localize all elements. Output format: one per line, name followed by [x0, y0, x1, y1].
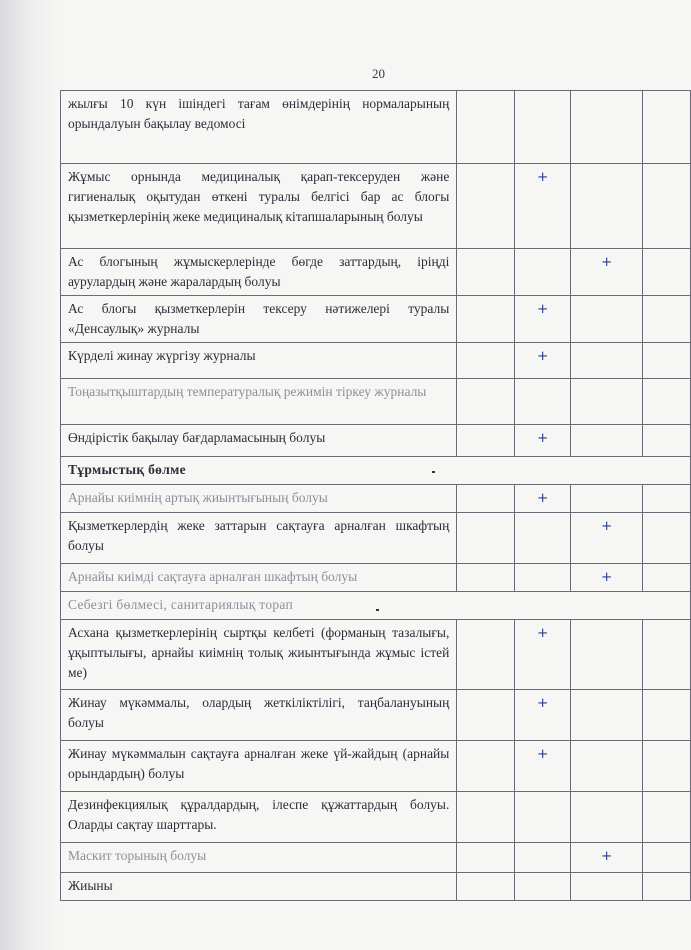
empty-cell — [643, 843, 691, 873]
empty-cell — [457, 792, 515, 843]
table-row — [61, 379, 691, 425]
section-row — [61, 592, 691, 620]
mark-cell: + — [515, 343, 571, 379]
mark-cell — [515, 564, 571, 592]
table-row — [61, 690, 691, 741]
section-row — [61, 457, 691, 485]
empty-cell — [457, 425, 515, 457]
scan-shadow — [0, 0, 58, 950]
criterion-text: Қызметкерлердің жеке заттарын сақтауға арналған шкафтың болуы — [61, 513, 457, 564]
empty-cell — [643, 690, 691, 741]
empty-cell — [457, 620, 515, 690]
criterion-text: жылғы 10 күн ішіндегі тағам өнімдерінің нормаларының орындалуын бақылау ведомосі — [61, 91, 457, 164]
mark-cell — [571, 792, 643, 843]
section-heading: Тұрмыстық бөлме — [61, 457, 691, 485]
empty-cell — [643, 513, 691, 564]
mark-cell — [515, 513, 571, 564]
criterion-text: Дезинфекциялық құралдардың, ілеспе құжаттардың болуы. Оларды сақтау шарттары. — [61, 792, 457, 843]
criterion-text: Асхана қызметкерлерінің сыртқы келбеті (форманың тазалығы, ұқыптылығы, арнайы киімнің толық жиынтығында жұмыс істей ме) — [61, 620, 457, 690]
table-row — [61, 873, 691, 901]
page-number: 20 — [372, 66, 385, 81]
criterion-text: Тоңазытқыштардың температуралық режимін тіркеу журналы — [61, 379, 457, 425]
mark-cell — [515, 873, 571, 901]
mark-cell: + — [515, 296, 571, 343]
mark-cell — [571, 873, 643, 901]
criterion-text: Ас блогының жұмыскерлерінде бөгде заттардың, іріңді аурулардың және жаралардың болуы — [61, 249, 457, 296]
mark-cell — [571, 690, 643, 741]
empty-cell — [457, 249, 515, 296]
criterion-text: Ас блогы қызметкерлерін тексеру нәтижелері туралы «Денсаулық» журналы — [61, 296, 457, 343]
empty-cell — [643, 741, 691, 792]
empty-cell — [457, 741, 515, 792]
mark-cell — [571, 741, 643, 792]
table-row — [61, 91, 691, 164]
mark-cell — [515, 91, 571, 164]
empty-cell — [643, 620, 691, 690]
table-row — [61, 620, 691, 690]
mark-cell — [515, 379, 571, 425]
inspection-table — [60, 90, 691, 901]
mark-cell: + — [571, 843, 643, 873]
empty-cell — [643, 296, 691, 343]
empty-cell — [457, 296, 515, 343]
mark-cell: + — [515, 485, 571, 513]
scan-speck — [432, 471, 435, 473]
criterion-text: Күрделі жинау жүргізу журналы — [61, 343, 457, 379]
mark-cell: + — [571, 564, 643, 592]
empty-cell — [457, 564, 515, 592]
mark-cell — [515, 792, 571, 843]
table-row — [61, 843, 691, 873]
mark-cell — [515, 843, 571, 873]
table-row — [61, 741, 691, 792]
empty-cell — [457, 873, 515, 901]
mark-cell — [571, 620, 643, 690]
table-row — [61, 485, 691, 513]
mark-cell — [571, 379, 643, 425]
empty-cell — [643, 485, 691, 513]
empty-cell — [457, 513, 515, 564]
scan-speck — [376, 609, 379, 611]
criterion-text: Арнайы киімді сақтауға арналған шкафтың болуы — [61, 564, 457, 592]
empty-cell — [643, 379, 691, 425]
criterion-text: Арнайы киімнің артық жиынтығының болуы — [61, 485, 457, 513]
mark-cell — [571, 164, 643, 249]
mark-cell — [571, 91, 643, 164]
empty-cell — [643, 873, 691, 901]
empty-cell — [643, 164, 691, 249]
mark-cell: + — [571, 513, 643, 564]
empty-cell — [457, 164, 515, 249]
mark-cell: + — [515, 690, 571, 741]
empty-cell — [643, 343, 691, 379]
empty-cell — [457, 843, 515, 873]
total-label: Жиыны — [61, 873, 457, 901]
table-row — [61, 343, 691, 379]
empty-cell — [643, 425, 691, 457]
empty-cell — [457, 91, 515, 164]
table-row — [61, 564, 691, 592]
criterion-text: Маскит торының болуы — [61, 843, 457, 873]
empty-cell — [643, 91, 691, 164]
section-heading: Себезгі бөлмесі, санитариялық торап — [61, 592, 691, 620]
table-row — [61, 296, 691, 343]
mark-cell — [571, 343, 643, 379]
table-row — [61, 513, 691, 564]
empty-cell — [643, 564, 691, 592]
mark-cell — [515, 249, 571, 296]
mark-cell: + — [571, 249, 643, 296]
mark-cell: + — [515, 741, 571, 792]
table-row — [61, 792, 691, 843]
criterion-text: Өндірістік бақылау бағдарламасының болуы — [61, 425, 457, 457]
mark-cell: + — [515, 164, 571, 249]
mark-cell: + — [515, 620, 571, 690]
mark-cell: + — [515, 425, 571, 457]
empty-cell — [457, 690, 515, 741]
empty-cell — [643, 792, 691, 843]
table-row — [61, 164, 691, 249]
criterion-text: Жинау мүкәммалын сақтауға арналған жеке үй-жайдың (арнайы орындардың) болуы — [61, 741, 457, 792]
empty-cell — [643, 249, 691, 296]
criterion-text: Жұмыс орнында медициналық қарап-тексеруден және гигиеналық оқытудан өткені туралы белгісі бар ас блогы қызметкерлерінің жеке медициналық кітапшаларының болуы — [61, 164, 457, 249]
empty-cell — [457, 343, 515, 379]
table-row — [61, 249, 691, 296]
empty-cell — [457, 485, 515, 513]
empty-cell — [457, 379, 515, 425]
mark-cell — [571, 425, 643, 457]
criterion-text: Жинау мүкәммалы, олардың жеткіліктілігі, таңбалануының болуы — [61, 690, 457, 741]
table-row — [61, 425, 691, 457]
mark-cell — [571, 485, 643, 513]
mark-cell — [571, 296, 643, 343]
